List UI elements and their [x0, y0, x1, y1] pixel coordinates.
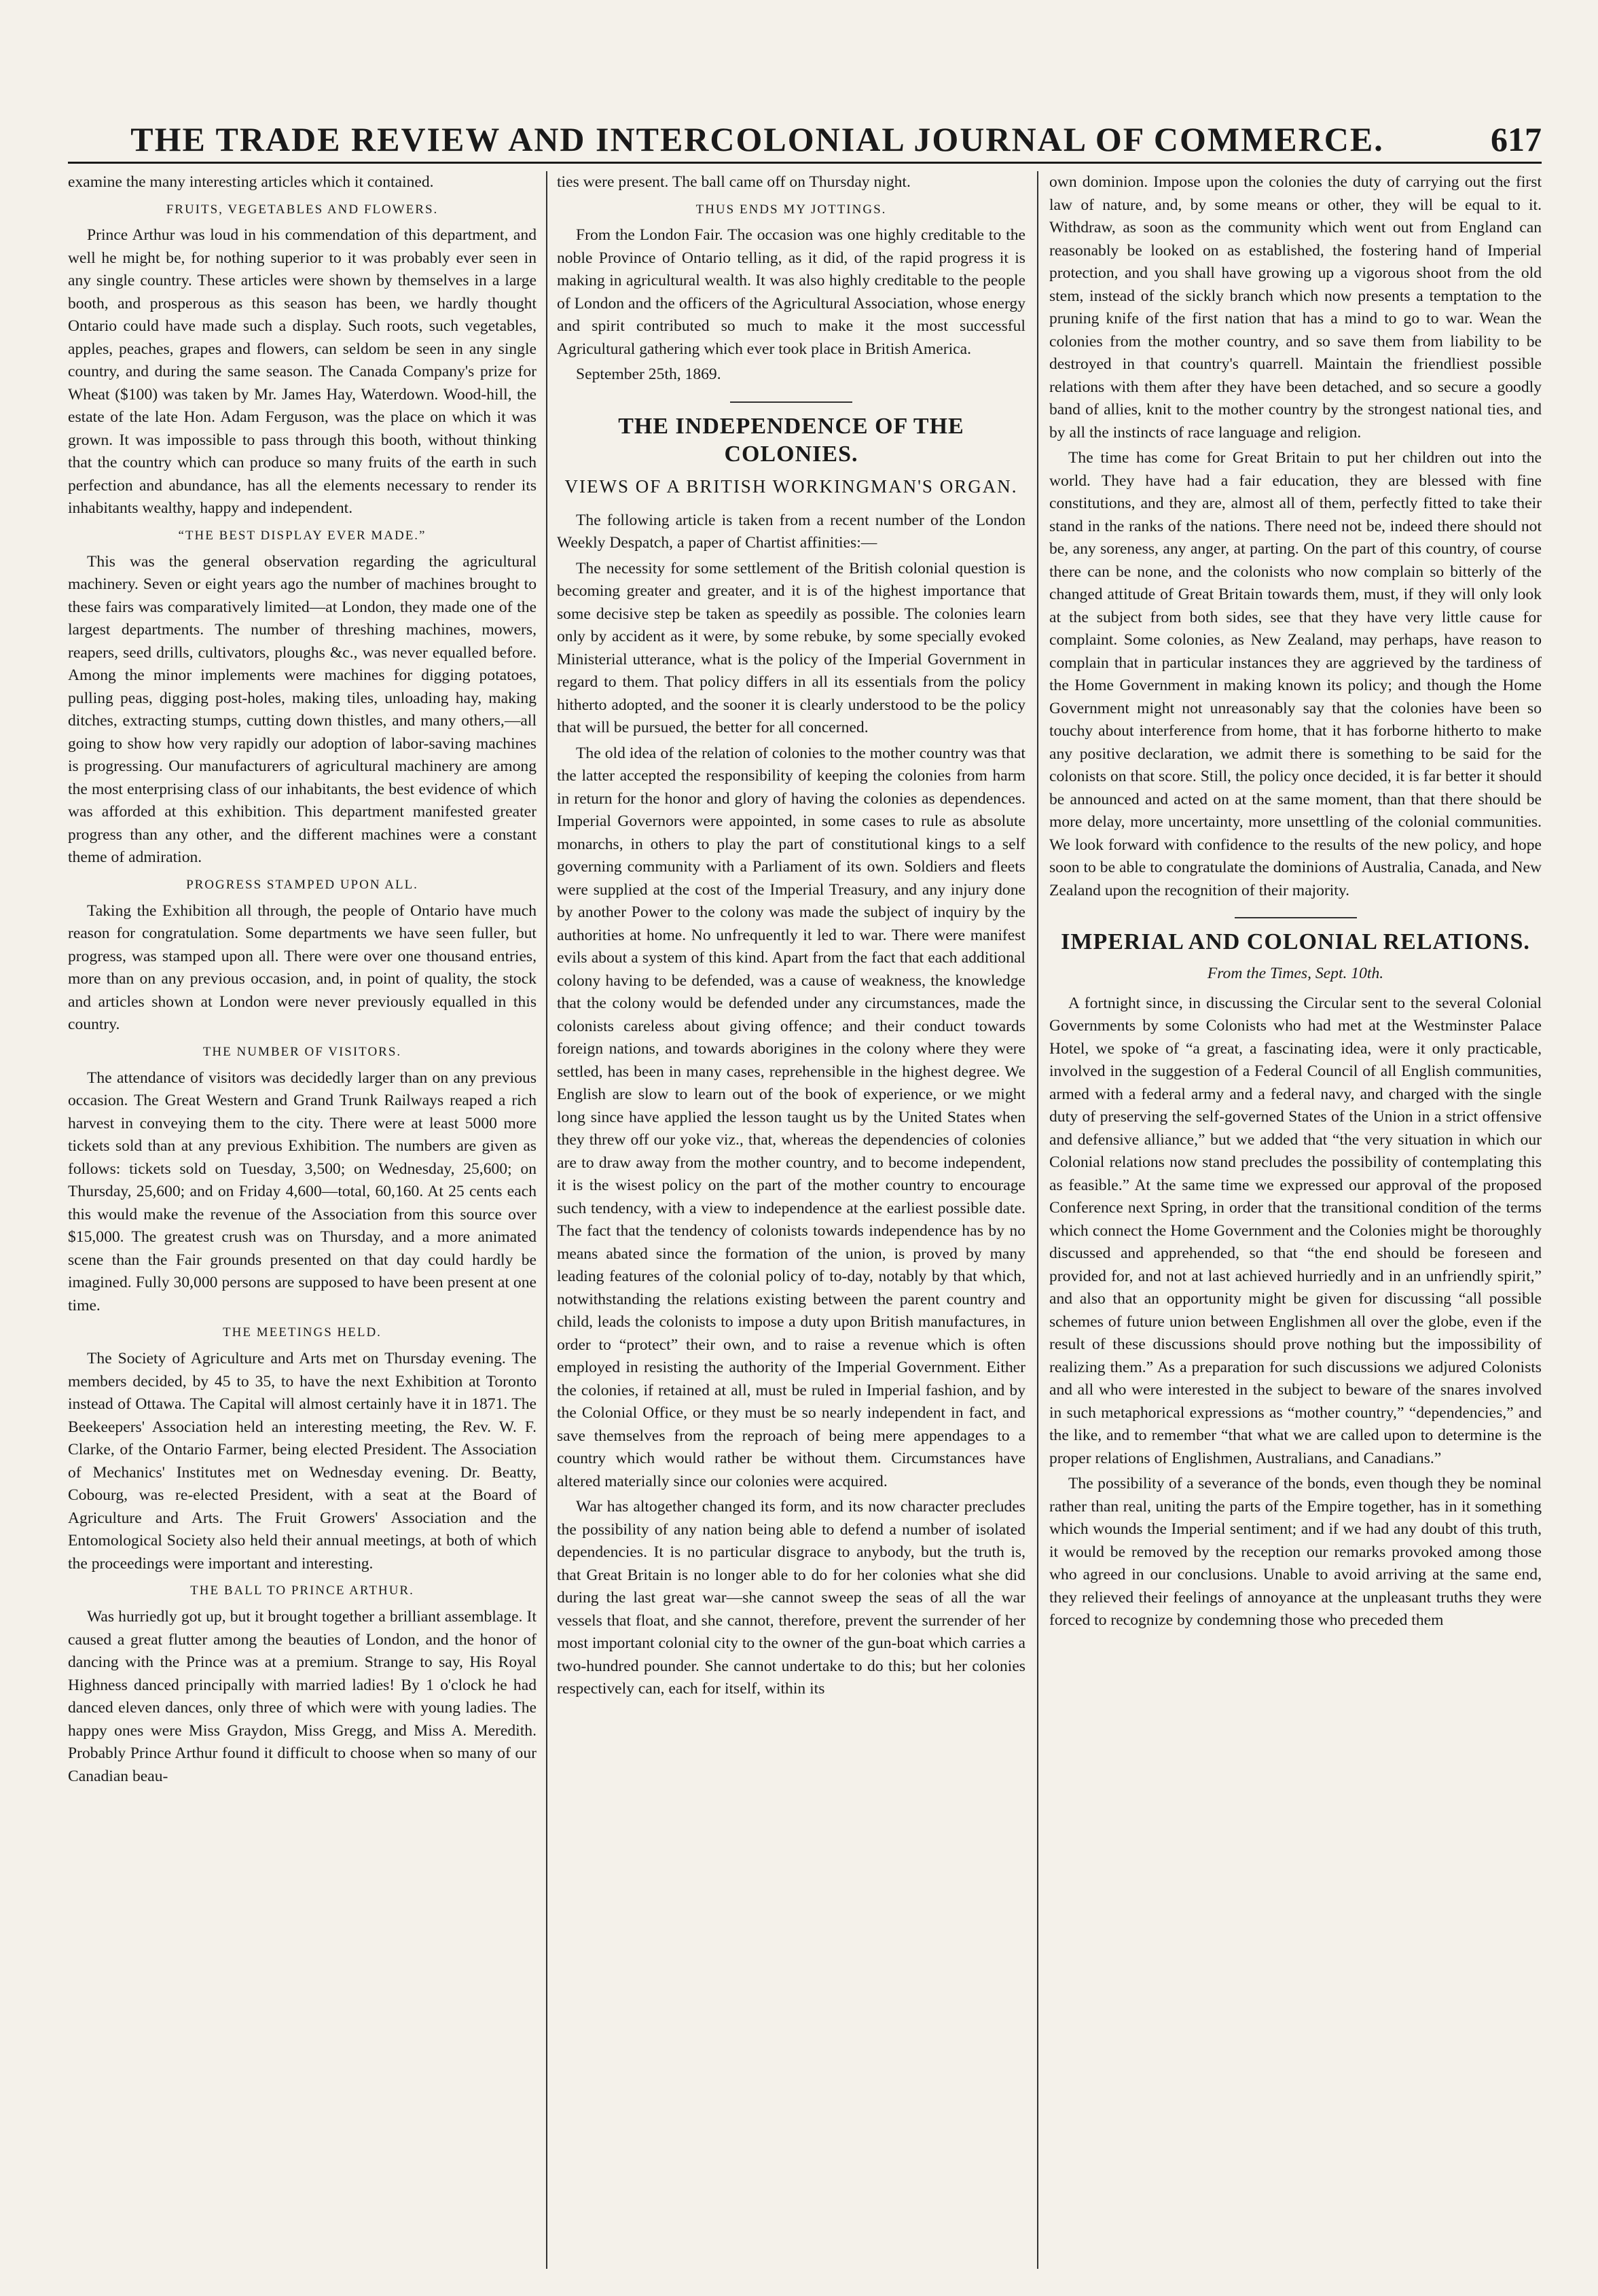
column-divider: [546, 171, 547, 2269]
article-paragraph: From the London Fair. The occasion was one highly creditable to the noble Province of Ontario telling, as it did, of the rapid progress it is making in agricultural wealth. It was also highly creditable to the people of London and the officers of the Agricultural Association, whose energy and spirit contributed so much to make it the most successful Agricultural gathering which ever took place in British America.: [557, 226, 1025, 358]
article-paragraph: The Society of Agriculture and Arts met on Thursday evening. The members decided, by 45 to 35, to have the next Exhibition at Toronto instead of Ottawa. The Capital will almost certainly have it in 1871. The Beekeepers' Association held an interesting meeting, the Rev. W. F. Clarke, of the Ontario Farmer, being elected President. The Association of Mechanics' Institutes met on Wednesday evening. Dr. Beatty, Cobourg, was re-elected President, with a seat at the Board of Agriculture and Arts. The Fruit Growers' Association and the Entomological Society also held their annual meetings, at both of which the proceedings were important and interesting.: [68, 1350, 537, 1573]
masthead-rule: [68, 162, 1542, 164]
carry-over-text: own dominion. Impose upon the colonies the duty of carrying out the first law of nature, and, by some means or other, they will be equal to it. Withdraw, as soon as the community which went out from England can reasonably be looked on as established, the fostering hand of Imperial protection, and you shall have growing up a vigorous shoot from the old stem, instead of the sickly branch which now presents a temptation to the pruning knife of the first nation that has a mind to go to war. Wean the colonies from the mother country, and so save them from liability to be destroyed in that country's quarrell. Maintain the friendliest possible relations with them after they have been detached, and so secure a goodly band of allies, knit to the mother country by the strongest national ties, and by all the instincts of race language and religion.: [1049, 173, 1542, 442]
article-paragraph: Taking the Exhibition all through, the people of Ontario have much reason for congratulation. Some departments we have seen fuller, but progress, was stamped upon all. There were over one thousand entries, more than on any previous occasion, and, in point of quality, the stock and articles shown at London were never previously equalled in this country.: [68, 901, 537, 1034]
section-heading: FRUITS, VEGETABLES AND FLOWERS.: [166, 202, 439, 217]
article-paragraph: A fortnight since, in discussing the Circular sent to the several Colonial Governments by some Colonists who had met at the Westminster Palace Hotel, we spoke of “a great, a fascinating idea, were it only practicable, involved in the suggestion of a Federal Council of all English communities, armed with a federal army and a federal navy, and charged with the single duty of preserving the self-governed States of the Union in a strict offensive and defensive alliance,” but we added that “the very situation in which our Colonial relations now stand precludes the possibility of contemplating this as feasible.” At the same time we expressed our approval of the proposed Conference next Spring, in order that the transitional condition of the terms which connect the Home Government and the Colonies might be thoroughly discussed and apprehended, so that “the end should be foreseen and provided for, and not at last achieved hurriedly and in an unfriendly spirit,” and also that an opportunity might be given for discussing “all possible schemes of future union between Englishmen all over the globe, even if the result of these discussions should prove nothing but the impossibility of realizing them.” As a preparation for such discussions we adjured Colonists and all who were interested in the subject to beware of the snares involved in such metaphorical expressions as “mother country,” “dependencies,” and the like, and to remember “that what we are called upon to determine is the proper relations of Englishmen, Australians, and Canadians.”: [1049, 994, 1542, 1467]
carry-over-text: examine the many interesting articles which it contained.: [68, 173, 434, 191]
page-number: 617: [1491, 120, 1542, 158]
column-2: [557, 171, 1025, 2269]
article-headline: THE INDEPENDENCE OF THE COLONIES.: [618, 413, 964, 467]
article-paragraph: This was the general observation regarding the agricultural machinery. Seven or eight years ago the number of machines brought to these fairs was comparatively limited—at London, they made one of the largest departments. The number of threshing machines, mowers, reapers, seed drills, cultivators, ploughs &c., was never equalled before. Among the minor implements were machines for digging potatoes, pulling peas, digging post-holes, making tiles, unloading hay, making ditches, extracting stumps, cutting down thistles, and many others,—all going to show how very rapidly our adoption of labor-saving machines is progressing. Our manufacturers of agricultural machinery are among the most enterprising class of our inhabitants, the best evidence of which was afforded at this exhibition. This department manifested greater progress than any other, and the different machines were a constant theme of admiration.: [68, 552, 537, 867]
article-byline: From the Times, Sept. 10th.: [1207, 965, 1384, 983]
section-heading: THUS ENDS MY JOTTINGS.: [695, 202, 887, 217]
article-divider: [730, 401, 852, 403]
article-paragraph: The following article is taken from a recent number of the London Weekly Despatch, a paper of Chartist affinities:—: [557, 511, 1025, 552]
article-headline: IMPERIAL AND COLONIAL RELATIONS.: [1061, 929, 1530, 954]
column-1: [68, 171, 537, 2269]
article-divider: [1235, 917, 1357, 918]
article-paragraph: The time has come for Great Britain to put her children out into the world. They have had a fair education, they are blessed with fine constitutions, and they are, almost all of them, perfectly fitted to take their stand in the ranks of the nations. There need not be, indeed there should not be, any soreness, any anger, at parting. On the part of this country, of course there can be none, and the colonists who now complain so bitterly of the changed attitude of Great Britain towards them, must, if they will only look at the subject from both sides, see that they have very little cause for complaint. Some colonies, as New Zealand, may perhaps, have reason to complain that in particular instances they are aggrieved by the tardiness of the Home Government in making known its policy; and though the Home Government might not unreasonably say that the colonies have been so touchy about interference from home, that it has forborne hitherto to make any positive declaration, we admit there is something to be said for the colonists on that score. Still, the policy once decided, it is far better it should be announced and acted on at the same moment, than that there should be more delay, more uncertainty, more unsettling of the colonial communities. We look forward with confidence to the results of the new policy, and hope soon to be able to congratulate the dominions of Australia, Canada, and New Zealand upon the recognition of their majority.: [1049, 449, 1542, 899]
section-heading: “THE BEST DISPLAY EVER MADE.”: [178, 528, 426, 543]
column-3: [1049, 171, 1542, 2269]
carry-over-text: ties were present. The ball came off on Thursday night.: [557, 173, 911, 191]
article-paragraph: War has altogether changed its form, and its now character precludes the possibility of any nation being able to defend a number of isolated dependencies. It is no particular disgrace to anybody, but the truth is, that Great Britain is no longer able to do for her colonies what she did during the last great war—she cannot sweep the seas of all the war vessels that float, and she cannot, therefore, prevent the surrender of her most important colonial city to the owner of the gun-boat which carries a two-hundred pounder. She cannot undertake to do this; but her colonies respectively can, each for itself, within its: [557, 1498, 1025, 1698]
article-paragraph: The possibility of a severance of the bonds, even though they be nominal rather than real, uniting the parts of the Empire together, has in it something which wounds the Imperial sentiment; and if we had any doubt of this truth, it would be removed by the reception our remarks provoked among those who agreed in our conclusions. Unable to avoid arriving at the same end, they relieved their feelings of annoyance at the unpleasant truths they were forced to recognize by condemning those who preceded them: [1049, 1475, 1542, 1630]
article-paragraph: The necessity for some settlement of the British colonial question is becoming greater and greater, and it is of the highest importance that some decisive step be taken as speedily as possible. The colonies learn only by accident as it were, by some rebuke, by some specially evoked Ministerial utterance, what is the policy of the Imperial Government in regard to them. That policy differs in all its essentials from the policy hitherto adopted, and the sooner it is clearly understood to be the policy that will be pursued, the better for all concerned.: [557, 559, 1025, 737]
section-heading: THE NUMBER OF VISITORS.: [202, 1044, 402, 1059]
article-paragraph: The attendance of visitors was decidedly larger than on any previous occasion. The Great Western and Grand Trunk Railways reaped a rich harvest in conveying them to the city. There were at least 5000 more tickets sold than at any previous Exhibition. The numbers are given as follows: tickets sold on Tuesday, 3,500; on Wednesday, 25,600; on Thursday, 25,600; and on Friday 4,600—total, 60,160. At 25 cents each this would make the revenue of the Association from this source over $15,000. The greatest crush was on Thursday, and a more animated scene than the Fair grounds presented on that day could hardly be imagined. Fully 30,000 persons are supposed to have been present at one time.: [68, 1069, 537, 1314]
article-subheadline: VIEWS OF A BRITISH WORKINGMAN'S ORGAN.: [564, 476, 1018, 497]
article-paragraph: Was hurriedly got up, but it brought together a brilliant assemblage. It caused a great flutter among the beauties of London, and the honor of dancing with the Prince was at a premium. Strange to say, His Royal Highness danced principally with married ladies! By 1 o'clock he had danced eleven dances, only three of which were with young ladies. The happy ones were Miss Graydon, Miss Gregg, and Miss A. Meredith. Probably Prince Arthur found it difficult to choose when so many of our Canadian beau-: [68, 1608, 537, 1785]
section-heading: THE BALL TO PRINCE ARTHUR.: [190, 1583, 414, 1598]
section-heading: PROGRESS STAMPED UPON ALL.: [186, 877, 418, 892]
section-heading: THE MEETINGS HELD.: [223, 1325, 382, 1340]
article-paragraph: Prince Arthur was loud in his commendation of this department, and well he might be, for nothing superior to it was probably ever seen in any single country. These articles were shown by themselves in a large booth, and prosperous as this season has been, we hardly thought Ontario could have made such a display. Such roots, such vegetables, apples, peaches, grapes and flowers, can seldom be seen in any single country, and during the same season. The Canada Company's prize for Wheat ($100) was taken by Mr. James Hay, Waterdown. Wood-hill, the estate of the late Hon. Adam Ferguson, was the place on which it was grown. It was impossible to pass through this booth, without thinking that the country which can produce so many fruits of the earth in such perfection and abundance, has all the elements necessary to render its inhabitants wealthy, happy and independent.: [68, 226, 537, 518]
dateline: September 25th, 1869.: [576, 365, 721, 384]
article-paragraph: The old idea of the relation of colonies to the mother country was that the latter accepted the responsibility of keeping the colonies from harm in return for the honor and glory of having the colonies as dependences. Imperial Governors were appointed, in some cases to rule as absolute monarchs, in others to play the part of constitutional kings to a self governing community with a Parliament of its own. Soldiers and fleets were supplied at the cost of the Imperial Treasury, and any injury done by another Power to the colony was made the subject of inquiry by the authorities at home. No unfrequently it led to war. There were manifest evils about a system of this kind. Apart from the fact that each additional colony having to be defended, was a cause of weakness, the knowledge that the colony would be defended under any circumstances, made the colonists careless about giving offence; and their conduct towards foreign nations, and towards aborigines in the colony where they were settled, has been in many cases, reprehensible in the highest degree. We English are slow to learn out of the book of experience, or we might long since have applied the lesson taught us by the United States when they threw off our yoke viz., that, whereas the dependencies of colonies are to draw away from the mother country, and to become independent, it is the wisest policy on the part of the mother country to encourage such tendency, with a view to independence at the earliest possible date. The fact that the tendency of colonists towards independence has by no means abated since the formation of the union, is proved by many leading features of the colonial policy of to-day, notably by that which, notwithstanding the relations existing between the parent country and child, leads the colonists to impose a duty upon British manufactures, in order to “protect” their own, and to raise a revenue which is often employed in resisting the authority of the Imperial Government. Either the colonies, if retained at all, must be ruled in Imperial fashion, and by the Colonial Office, or they must be so nearly independent in fact, and save themselves from the reproach of being mere appendages to a country which would rather be without them. Circumstances have altered materially since our colonies were acquired.: [557, 744, 1025, 1490]
column-divider: [1037, 171, 1038, 2269]
masthead: [68, 114, 1542, 162]
journal-title: THE TRADE REVIEW AND INTERCOLONIAL JOURNAL OF COMMERCE.: [130, 120, 1384, 158]
